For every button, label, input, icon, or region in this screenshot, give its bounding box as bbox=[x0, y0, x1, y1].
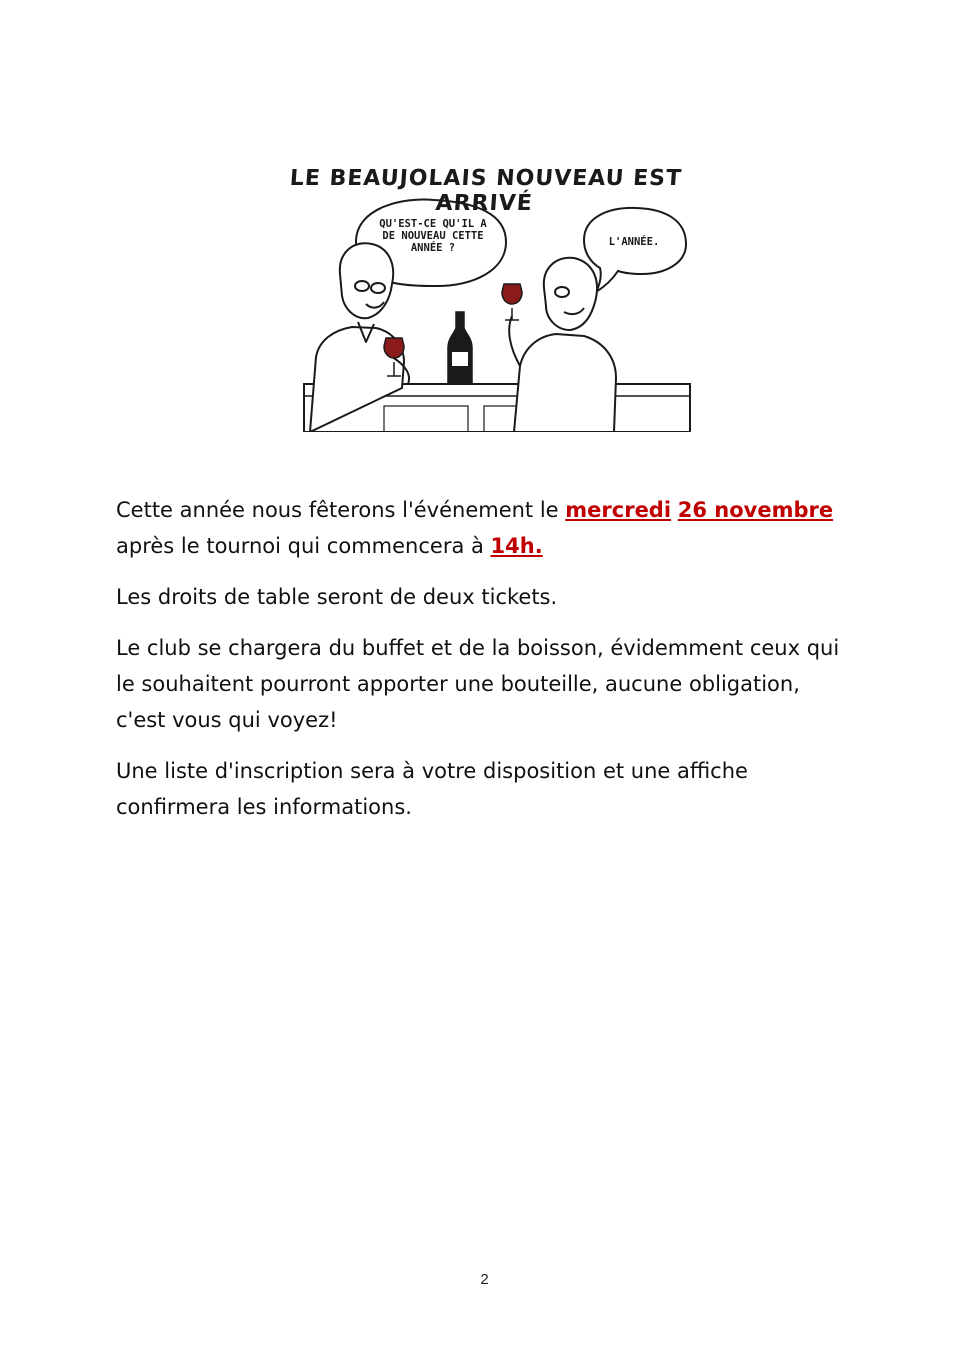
speech-bubble-left-text: QU'EST-CE QU'IL A DE NOUVEAU CETTE ANNÉE ? bbox=[379, 218, 487, 254]
tournament-start-text: après le tournoi qui commencera à bbox=[116, 534, 491, 558]
buffet-line-3: c'est vous qui voyez! bbox=[116, 708, 338, 732]
cartoon-title: LE BEAUJOLAIS NOUVEAU EST ARRIVÉ bbox=[288, 166, 683, 216]
announcement-body bbox=[116, 492, 876, 840]
event-date: 26 novembre bbox=[677, 498, 834, 522]
registration-line-1: Une liste d'inscription sera à votre disposition et une affiche bbox=[116, 759, 748, 783]
beaujolais-cartoon bbox=[244, 152, 726, 432]
page-number: 2 bbox=[480, 1271, 489, 1288]
paragraph-registration bbox=[116, 753, 876, 825]
registration-line-2: confirmera les informations. bbox=[116, 795, 412, 819]
speech-bubble-right-text: L'ANNÉE. bbox=[608, 236, 660, 248]
wine-bottle bbox=[448, 312, 472, 384]
paragraph-table-fees: Les droits de table seront de deux tickets. bbox=[116, 585, 558, 609]
event-time: 14h. bbox=[490, 534, 543, 558]
event-day: mercredi bbox=[565, 498, 672, 522]
speech-bubble-right bbox=[584, 208, 686, 292]
event-day-date-separator bbox=[671, 498, 678, 522]
buffet-line-2: le souhaitent pourront apporter une bouteille, aucune obligation, bbox=[116, 672, 800, 696]
buffet-line-1: Le club se chargera du buffet et de la boisson, évidemment ceux qui bbox=[116, 636, 840, 660]
paragraph-buffet bbox=[116, 630, 876, 738]
paragraph-event-date bbox=[116, 492, 876, 564]
event-intro-text: Cette année nous fêterons l'événement le bbox=[116, 498, 566, 522]
right-wine-glass bbox=[502, 284, 522, 320]
